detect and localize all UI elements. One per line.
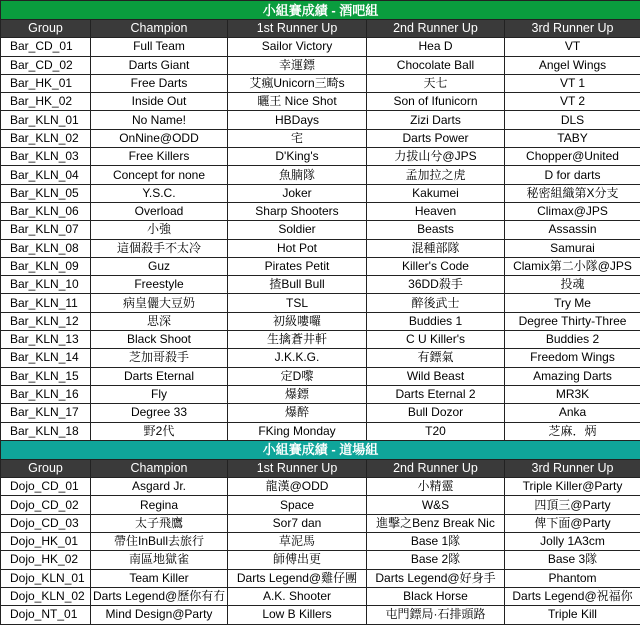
table-row bbox=[1, 166, 640, 184]
cell-champion: Guz bbox=[91, 257, 228, 275]
cell-first-runner-up: Low B Killers bbox=[228, 606, 367, 624]
cell-group: Dojo_KLN_02 bbox=[1, 587, 91, 605]
cell-second-runner-up: Killer's Code bbox=[367, 257, 505, 275]
table-row bbox=[1, 239, 640, 257]
cell-second-runner-up: Darts Legend@好身手 bbox=[367, 569, 505, 587]
cell-third-runner-up: Triple Kill bbox=[505, 606, 640, 624]
cell-third-runner-up: 俾下面@Party bbox=[505, 514, 640, 532]
cell-group: Bar_KLN_09 bbox=[1, 257, 91, 275]
cell-third-runner-up: Angel Wings bbox=[505, 56, 640, 74]
cell-third-runner-up: Anka bbox=[505, 404, 640, 422]
table-row bbox=[1, 569, 640, 587]
cell-second-runner-up: Black Horse bbox=[367, 587, 505, 605]
cell-group: Bar_KLN_15 bbox=[1, 367, 91, 385]
cell-champion: Degree 33 bbox=[91, 404, 228, 422]
cell-first-runner-up: 爆醉 bbox=[228, 404, 367, 422]
cell-third-runner-up: Try Me bbox=[505, 294, 640, 312]
cell-third-runner-up: 投魂 bbox=[505, 276, 640, 294]
cell-group: Bar_CD_02 bbox=[1, 56, 91, 74]
table-row bbox=[1, 129, 640, 147]
table-row bbox=[1, 312, 640, 330]
cell-third-runner-up: Buddies 2 bbox=[505, 331, 640, 349]
cell-third-runner-up: Samurai bbox=[505, 239, 640, 257]
table-row bbox=[1, 478, 640, 496]
cell-first-runner-up: 魚腩隊 bbox=[228, 166, 367, 184]
cell-third-runner-up: 芝麻．炳 bbox=[505, 422, 640, 440]
cell-third-runner-up: Clamix第二小隊@JPS bbox=[505, 257, 640, 275]
cell-third-runner-up: 秘密組織第X分支 bbox=[505, 184, 640, 202]
cell-second-runner-up: C U Killer's bbox=[367, 331, 505, 349]
column-header-third-runner-up: 3rd Runner Up bbox=[505, 20, 640, 38]
cell-second-runner-up: Zizi Darts bbox=[367, 111, 505, 129]
table-row bbox=[1, 496, 640, 514]
cell-third-runner-up: Base 3隊 bbox=[505, 551, 640, 569]
cell-group: Dojo_KLN_01 bbox=[1, 569, 91, 587]
cell-second-runner-up: Beasts bbox=[367, 221, 505, 239]
cell-third-runner-up: VT 2 bbox=[505, 93, 640, 111]
cell-first-runner-up: 初級嘍囉 bbox=[228, 312, 367, 330]
cell-second-runner-up: Kakumei bbox=[367, 184, 505, 202]
cell-champion: Asgard Jr. bbox=[91, 478, 228, 496]
table-row bbox=[1, 276, 640, 294]
table-row bbox=[1, 606, 640, 624]
cell-champion: 芝加哥殺手 bbox=[91, 349, 228, 367]
column-header-champion: Champion bbox=[91, 459, 228, 477]
cell-champion: Regina bbox=[91, 496, 228, 514]
column-header-second-runner-up: 2nd Runner Up bbox=[367, 459, 505, 477]
column-header-second-runner-up: 2nd Runner Up bbox=[367, 20, 505, 38]
cell-second-runner-up: 混種部隊 bbox=[367, 239, 505, 257]
table-row bbox=[1, 184, 640, 202]
cell-first-runner-up: FKing Monday bbox=[228, 422, 367, 440]
cell-second-runner-up: Base 2隊 bbox=[367, 551, 505, 569]
section-title-bar bbox=[1, 1, 640, 20]
cell-champion: Free Darts bbox=[91, 74, 228, 92]
cell-second-runner-up: 進擊之Benz Break Nic bbox=[367, 514, 505, 532]
table-row bbox=[1, 221, 640, 239]
table-row bbox=[1, 551, 640, 569]
cell-group: Dojo_HK_01 bbox=[1, 533, 91, 551]
column-header-row bbox=[1, 459, 640, 477]
cell-second-runner-up: Buddies 1 bbox=[367, 312, 505, 330]
cell-group: Bar_KLN_13 bbox=[1, 331, 91, 349]
cell-champion: Mind Design@Party bbox=[91, 606, 228, 624]
results-table-body bbox=[1, 1, 640, 625]
cell-champion: 南區地獄雀 bbox=[91, 551, 228, 569]
cell-third-runner-up: VT bbox=[505, 38, 640, 56]
cell-group: Bar_KLN_06 bbox=[1, 202, 91, 220]
cell-second-runner-up: Darts Power bbox=[367, 129, 505, 147]
cell-champion: Freestyle bbox=[91, 276, 228, 294]
cell-second-runner-up: Hea D bbox=[367, 38, 505, 56]
cell-champion: 小強 bbox=[91, 221, 228, 239]
cell-second-runner-up: Heaven bbox=[367, 202, 505, 220]
table-row bbox=[1, 38, 640, 56]
cell-second-runner-up: 孟加拉之虎 bbox=[367, 166, 505, 184]
cell-third-runner-up: Triple Killer@Party bbox=[505, 478, 640, 496]
table-row bbox=[1, 533, 640, 551]
column-header-group: Group bbox=[1, 459, 91, 477]
cell-third-runner-up: Climax@JPS bbox=[505, 202, 640, 220]
cell-first-runner-up: 定D嚟 bbox=[228, 367, 367, 385]
cell-third-runner-up: Phantom bbox=[505, 569, 640, 587]
cell-champion: 病皇儷大豆奶 bbox=[91, 294, 228, 312]
cell-second-runner-up: Base 1隊 bbox=[367, 533, 505, 551]
cell-group: Bar_KLN_05 bbox=[1, 184, 91, 202]
cell-champion: Black Shoot bbox=[91, 331, 228, 349]
table-row bbox=[1, 367, 640, 385]
table-row bbox=[1, 148, 640, 166]
cell-first-runner-up: Joker bbox=[228, 184, 367, 202]
cell-champion: Concept for none bbox=[91, 166, 228, 184]
cell-champion: Y.S.C. bbox=[91, 184, 228, 202]
column-header-first-runner-up: 1st Runner Up bbox=[228, 459, 367, 477]
cell-champion: Fly bbox=[91, 385, 228, 403]
cell-first-runner-up: 曬王 Nice Shot bbox=[228, 93, 367, 111]
cell-first-runner-up: 艾瘋Unicorn三畸s bbox=[228, 74, 367, 92]
cell-second-runner-up: T20 bbox=[367, 422, 505, 440]
cell-third-runner-up: Degree Thirty-Three bbox=[505, 312, 640, 330]
cell-first-runner-up: J.K.K.G. bbox=[228, 349, 367, 367]
table-row bbox=[1, 294, 640, 312]
cell-first-runner-up: Sharp Shooters bbox=[228, 202, 367, 220]
cell-second-runner-up: 有鏢氣 bbox=[367, 349, 505, 367]
cell-first-runner-up: 生擒蒼井軒 bbox=[228, 331, 367, 349]
cell-champion: 思深 bbox=[91, 312, 228, 330]
cell-group: Bar_KLN_11 bbox=[1, 294, 91, 312]
cell-second-runner-up: 醉後武士 bbox=[367, 294, 505, 312]
cell-champion: Overload bbox=[91, 202, 228, 220]
cell-first-runner-up: 爆鏢 bbox=[228, 385, 367, 403]
table-row bbox=[1, 349, 640, 367]
cell-group: Bar_KLN_03 bbox=[1, 148, 91, 166]
cell-third-runner-up: TABY bbox=[505, 129, 640, 147]
table-row bbox=[1, 74, 640, 92]
cell-first-runner-up: 草泥馬 bbox=[228, 533, 367, 551]
cell-first-runner-up: Darts Legend@雞仔團 bbox=[228, 569, 367, 587]
table-row bbox=[1, 202, 640, 220]
cell-group: Bar_KLN_04 bbox=[1, 166, 91, 184]
cell-champion: 這個殺手不太冷 bbox=[91, 239, 228, 257]
cell-group: Dojo_HK_02 bbox=[1, 551, 91, 569]
cell-second-runner-up: 力拔山兮@JPS bbox=[367, 148, 505, 166]
cell-champion: OnNine@ODD bbox=[91, 129, 228, 147]
cell-first-runner-up: 龍漢@ODD bbox=[228, 478, 367, 496]
column-header-group: Group bbox=[1, 20, 91, 38]
cell-group: Dojo_CD_03 bbox=[1, 514, 91, 532]
cell-group: Bar_KLN_08 bbox=[1, 239, 91, 257]
cell-first-runner-up: TSL bbox=[228, 294, 367, 312]
column-header-row bbox=[1, 20, 640, 38]
cell-champion: Darts Giant bbox=[91, 56, 228, 74]
cell-third-runner-up: Chopper@United bbox=[505, 148, 640, 166]
cell-champion: Full Team bbox=[91, 38, 228, 56]
cell-third-runner-up: DLS bbox=[505, 111, 640, 129]
cell-group: Bar_KLN_12 bbox=[1, 312, 91, 330]
column-header-champion: Champion bbox=[91, 20, 228, 38]
cell-third-runner-up: D for darts bbox=[505, 166, 640, 184]
cell-group: Bar_HK_02 bbox=[1, 93, 91, 111]
table-row bbox=[1, 93, 640, 111]
table-row bbox=[1, 385, 640, 403]
cell-champion: Team Killer bbox=[91, 569, 228, 587]
cell-third-runner-up: VT 1 bbox=[505, 74, 640, 92]
cell-first-runner-up: Pirates Petit bbox=[228, 257, 367, 275]
cell-group: Bar_KLN_18 bbox=[1, 422, 91, 440]
cell-first-runner-up: Sor7 dan bbox=[228, 514, 367, 532]
cell-first-runner-up: 幸運鏢 bbox=[228, 56, 367, 74]
cell-group: Bar_KLN_02 bbox=[1, 129, 91, 147]
table-row bbox=[1, 514, 640, 532]
table-row bbox=[1, 422, 640, 440]
cell-champion: Darts Legend@歷你有冇 bbox=[91, 587, 228, 605]
cell-second-runner-up: 屯門鏢局·石排頭路 bbox=[367, 606, 505, 624]
cell-group: Bar_HK_01 bbox=[1, 74, 91, 92]
section-title: 小組賽成績 - 酒吧組 bbox=[1, 1, 640, 20]
cell-first-runner-up: Space bbox=[228, 496, 367, 514]
cell-first-runner-up: A.K. Shooter bbox=[228, 587, 367, 605]
cell-second-runner-up: Bull Dozor bbox=[367, 404, 505, 422]
cell-group: Bar_KLN_10 bbox=[1, 276, 91, 294]
cell-first-runner-up: 宅 bbox=[228, 129, 367, 147]
section-title: 小組賽成績 - 道場組 bbox=[1, 440, 640, 459]
table-row bbox=[1, 587, 640, 605]
cell-champion: 帶住InBull去旅行 bbox=[91, 533, 228, 551]
cell-group: Dojo_CD_01 bbox=[1, 478, 91, 496]
cell-champion: 野2代 bbox=[91, 422, 228, 440]
cell-first-runner-up: 揸Bull Bull bbox=[228, 276, 367, 294]
cell-group: Dojo_NT_01 bbox=[1, 606, 91, 624]
cell-second-runner-up: Darts Eternal 2 bbox=[367, 385, 505, 403]
cell-third-runner-up: Darts Legend@祝福你 bbox=[505, 587, 640, 605]
cell-third-runner-up: Freedom Wings bbox=[505, 349, 640, 367]
section-title-dojo bbox=[1, 440, 640, 459]
cell-second-runner-up: 天七 bbox=[367, 74, 505, 92]
cell-champion: Free Killers bbox=[91, 148, 228, 166]
cell-second-runner-up: Chocolate Ball bbox=[367, 56, 505, 74]
cell-second-runner-up: Son of Ifunicorn bbox=[367, 93, 505, 111]
table-row bbox=[1, 404, 640, 422]
table-row bbox=[1, 331, 640, 349]
cell-champion: Inside Out bbox=[91, 93, 228, 111]
cell-third-runner-up: Jolly 1A3cm bbox=[505, 533, 640, 551]
cell-first-runner-up: Hot Pot bbox=[228, 239, 367, 257]
cell-champion: No Name! bbox=[91, 111, 228, 129]
cell-champion: Darts Eternal bbox=[91, 367, 228, 385]
cell-second-runner-up: Wild Beast bbox=[367, 367, 505, 385]
cell-group: Bar_KLN_14 bbox=[1, 349, 91, 367]
cell-first-runner-up: Soldier bbox=[228, 221, 367, 239]
cell-first-runner-up: Sailor Victory bbox=[228, 38, 367, 56]
cell-third-runner-up: Amazing Darts bbox=[505, 367, 640, 385]
column-header-first-runner-up: 1st Runner Up bbox=[228, 20, 367, 38]
cell-first-runner-up: 師傅出更 bbox=[228, 551, 367, 569]
cell-second-runner-up: W&S bbox=[367, 496, 505, 514]
cell-group: Bar_KLN_07 bbox=[1, 221, 91, 239]
cell-second-runner-up: 36DD殺手 bbox=[367, 276, 505, 294]
cell-second-runner-up: 小精靈 bbox=[367, 478, 505, 496]
cell-group: Bar_KLN_16 bbox=[1, 385, 91, 403]
cell-champion: 太子飛鷹 bbox=[91, 514, 228, 532]
column-header-third-runner-up: 3rd Runner Up bbox=[505, 459, 640, 477]
cell-group: Bar_KLN_17 bbox=[1, 404, 91, 422]
table-row bbox=[1, 111, 640, 129]
cell-third-runner-up: Assassin bbox=[505, 221, 640, 239]
cell-group: Bar_KLN_01 bbox=[1, 111, 91, 129]
cell-first-runner-up: HBDays bbox=[228, 111, 367, 129]
table-row bbox=[1, 257, 640, 275]
cell-group: Dojo_CD_02 bbox=[1, 496, 91, 514]
cell-group: Bar_CD_01 bbox=[1, 38, 91, 56]
cell-third-runner-up: MR3K bbox=[505, 385, 640, 403]
table-row bbox=[1, 56, 640, 74]
cell-third-runner-up: 四頂三@Party bbox=[505, 496, 640, 514]
cell-first-runner-up: D'King's bbox=[228, 148, 367, 166]
